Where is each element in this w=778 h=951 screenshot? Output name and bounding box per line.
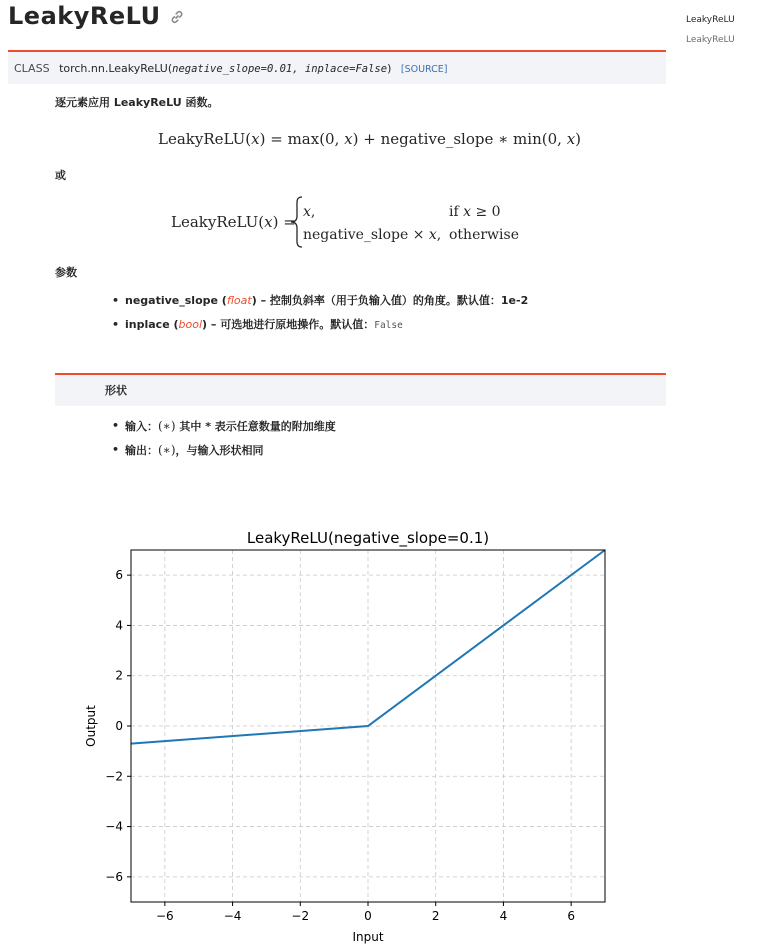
y-tick-label: 0: [115, 719, 123, 733]
param-default: False: [374, 320, 403, 331]
shape-list: [110, 414, 336, 462]
x-tick-label: 2: [431, 909, 440, 923]
x-tick-label: −2: [291, 909, 310, 923]
toc-item-leakyrelu-class[interactable]: LeakyReLU: [686, 35, 735, 45]
description: 逐元素应用 LeakyReLU 函数。: [55, 96, 219, 109]
x-ticks: [156, 902, 575, 923]
y-tick-label: 2: [115, 668, 123, 683]
y-ticks: [105, 568, 131, 884]
source-link[interactable]: [SOURCE]: [400, 64, 448, 75]
shape-input: [110, 414, 336, 438]
formula-1: [158, 130, 581, 148]
y-tick-label: −2: [105, 769, 123, 784]
parameters-list: [110, 289, 528, 337]
y-tick-label: 4: [115, 618, 123, 633]
x-axis-label: Input: [352, 930, 384, 944]
formula-1-rhs-b: ) + negative_slope ∗ min(0,: [352, 130, 567, 148]
formula-2-lhs: [171, 213, 296, 231]
formula-2-lhs-end: ) =: [272, 213, 296, 231]
y-tick-label: 6: [115, 568, 123, 583]
param-desc: – 控制负斜率（用于负输入值）的角度。默认值：1e-2: [256, 294, 529, 307]
shape-label: 输入：: [125, 420, 158, 433]
case-1-condition: [449, 204, 501, 220]
param-desc: – 可选地进行原地操作。默认值：: [207, 318, 375, 331]
formula-1-var: x: [251, 130, 260, 148]
formula-1-var-2: x: [344, 130, 353, 148]
class-params: negative_slope=0.01, inplace=False: [172, 63, 388, 75]
chart-title: LeakyReLU(negative_slope=0.1): [246, 529, 490, 547]
class-name: torch.nn.LeakyReLU(: [59, 62, 173, 75]
y-tick-label: −6: [105, 869, 123, 884]
y-axis-label: Output: [84, 705, 98, 747]
formula-1-lhs: LeakyReLU(: [158, 130, 252, 148]
class-signature: [8, 50, 666, 84]
shape-output: [110, 438, 336, 462]
case-1-var: x: [303, 204, 311, 220]
link-icon[interactable]: [169, 3, 185, 31]
param-name: inplace: [125, 318, 170, 331]
formula-2-lhs-text: LeakyReLU(: [171, 213, 265, 231]
shape-heading: 形状: [105, 384, 127, 397]
formula-1-var-3: x: [566, 130, 576, 148]
class-keyword: CLASS: [14, 62, 50, 75]
case-1-geq: ≥ 0: [471, 204, 501, 220]
param-type-link[interactable]: float: [226, 294, 252, 307]
shape-math: (∗): [158, 419, 176, 433]
page-title: [8, 2, 185, 31]
or-label: 或: [55, 169, 66, 182]
case-1-comma: ,: [310, 204, 316, 220]
case-2-var: x: [428, 227, 437, 243]
x-tick-label: −6: [156, 909, 174, 923]
case-2-comma: ,: [436, 227, 442, 243]
y-tick-label: −4: [105, 819, 123, 834]
page-toc: [686, 10, 735, 50]
shape-math: (∗): [158, 443, 176, 457]
shape-label: 输出：: [125, 444, 158, 457]
piecewise-brace: [290, 196, 304, 248]
case-2-value: [303, 227, 441, 243]
shape-desc: 其中 * 表示任意数量的附加维度: [175, 420, 336, 433]
page-title-text: LeakyReLU: [8, 2, 161, 30]
case-1-value: [303, 204, 315, 220]
param-negative-slope: • negative_slope (float) – 控制负斜率（用于负输入值）的角度。默认值：1e-2: [110, 289, 528, 313]
x-tick-label: 6: [567, 909, 575, 923]
x-tick-label: −4: [223, 909, 242, 923]
param-name: negative_slope: [125, 294, 218, 307]
param-inplace: • inplace (bool) – 可选地进行原地操作。默认值：False: [110, 313, 528, 337]
shape-desc: ，与输入形状相同: [175, 444, 264, 457]
case-1-cond-var: x: [463, 204, 472, 220]
x-tick-label: 0: [364, 909, 372, 923]
formula-1-rhs-a: ) = max(0,: [259, 130, 345, 148]
param-type-link[interactable]: bool: [178, 318, 203, 331]
parameters-heading: 参数: [55, 266, 77, 279]
case-2-text: negative_slope ×: [303, 227, 429, 243]
formula-2-var: x: [264, 213, 273, 231]
toc-item-leakyrelu[interactable]: LeakyReLU: [686, 15, 735, 25]
class-close-paren: ): [387, 62, 392, 75]
x-tick-label: 4: [499, 909, 508, 923]
shape-admonition: [55, 373, 666, 406]
formula-1-rhs-c: ): [575, 130, 582, 148]
case-1-if: if: [449, 204, 464, 220]
leakyrelu-chart: [0, 515, 778, 951]
case-2-condition: otherwise: [449, 227, 519, 243]
